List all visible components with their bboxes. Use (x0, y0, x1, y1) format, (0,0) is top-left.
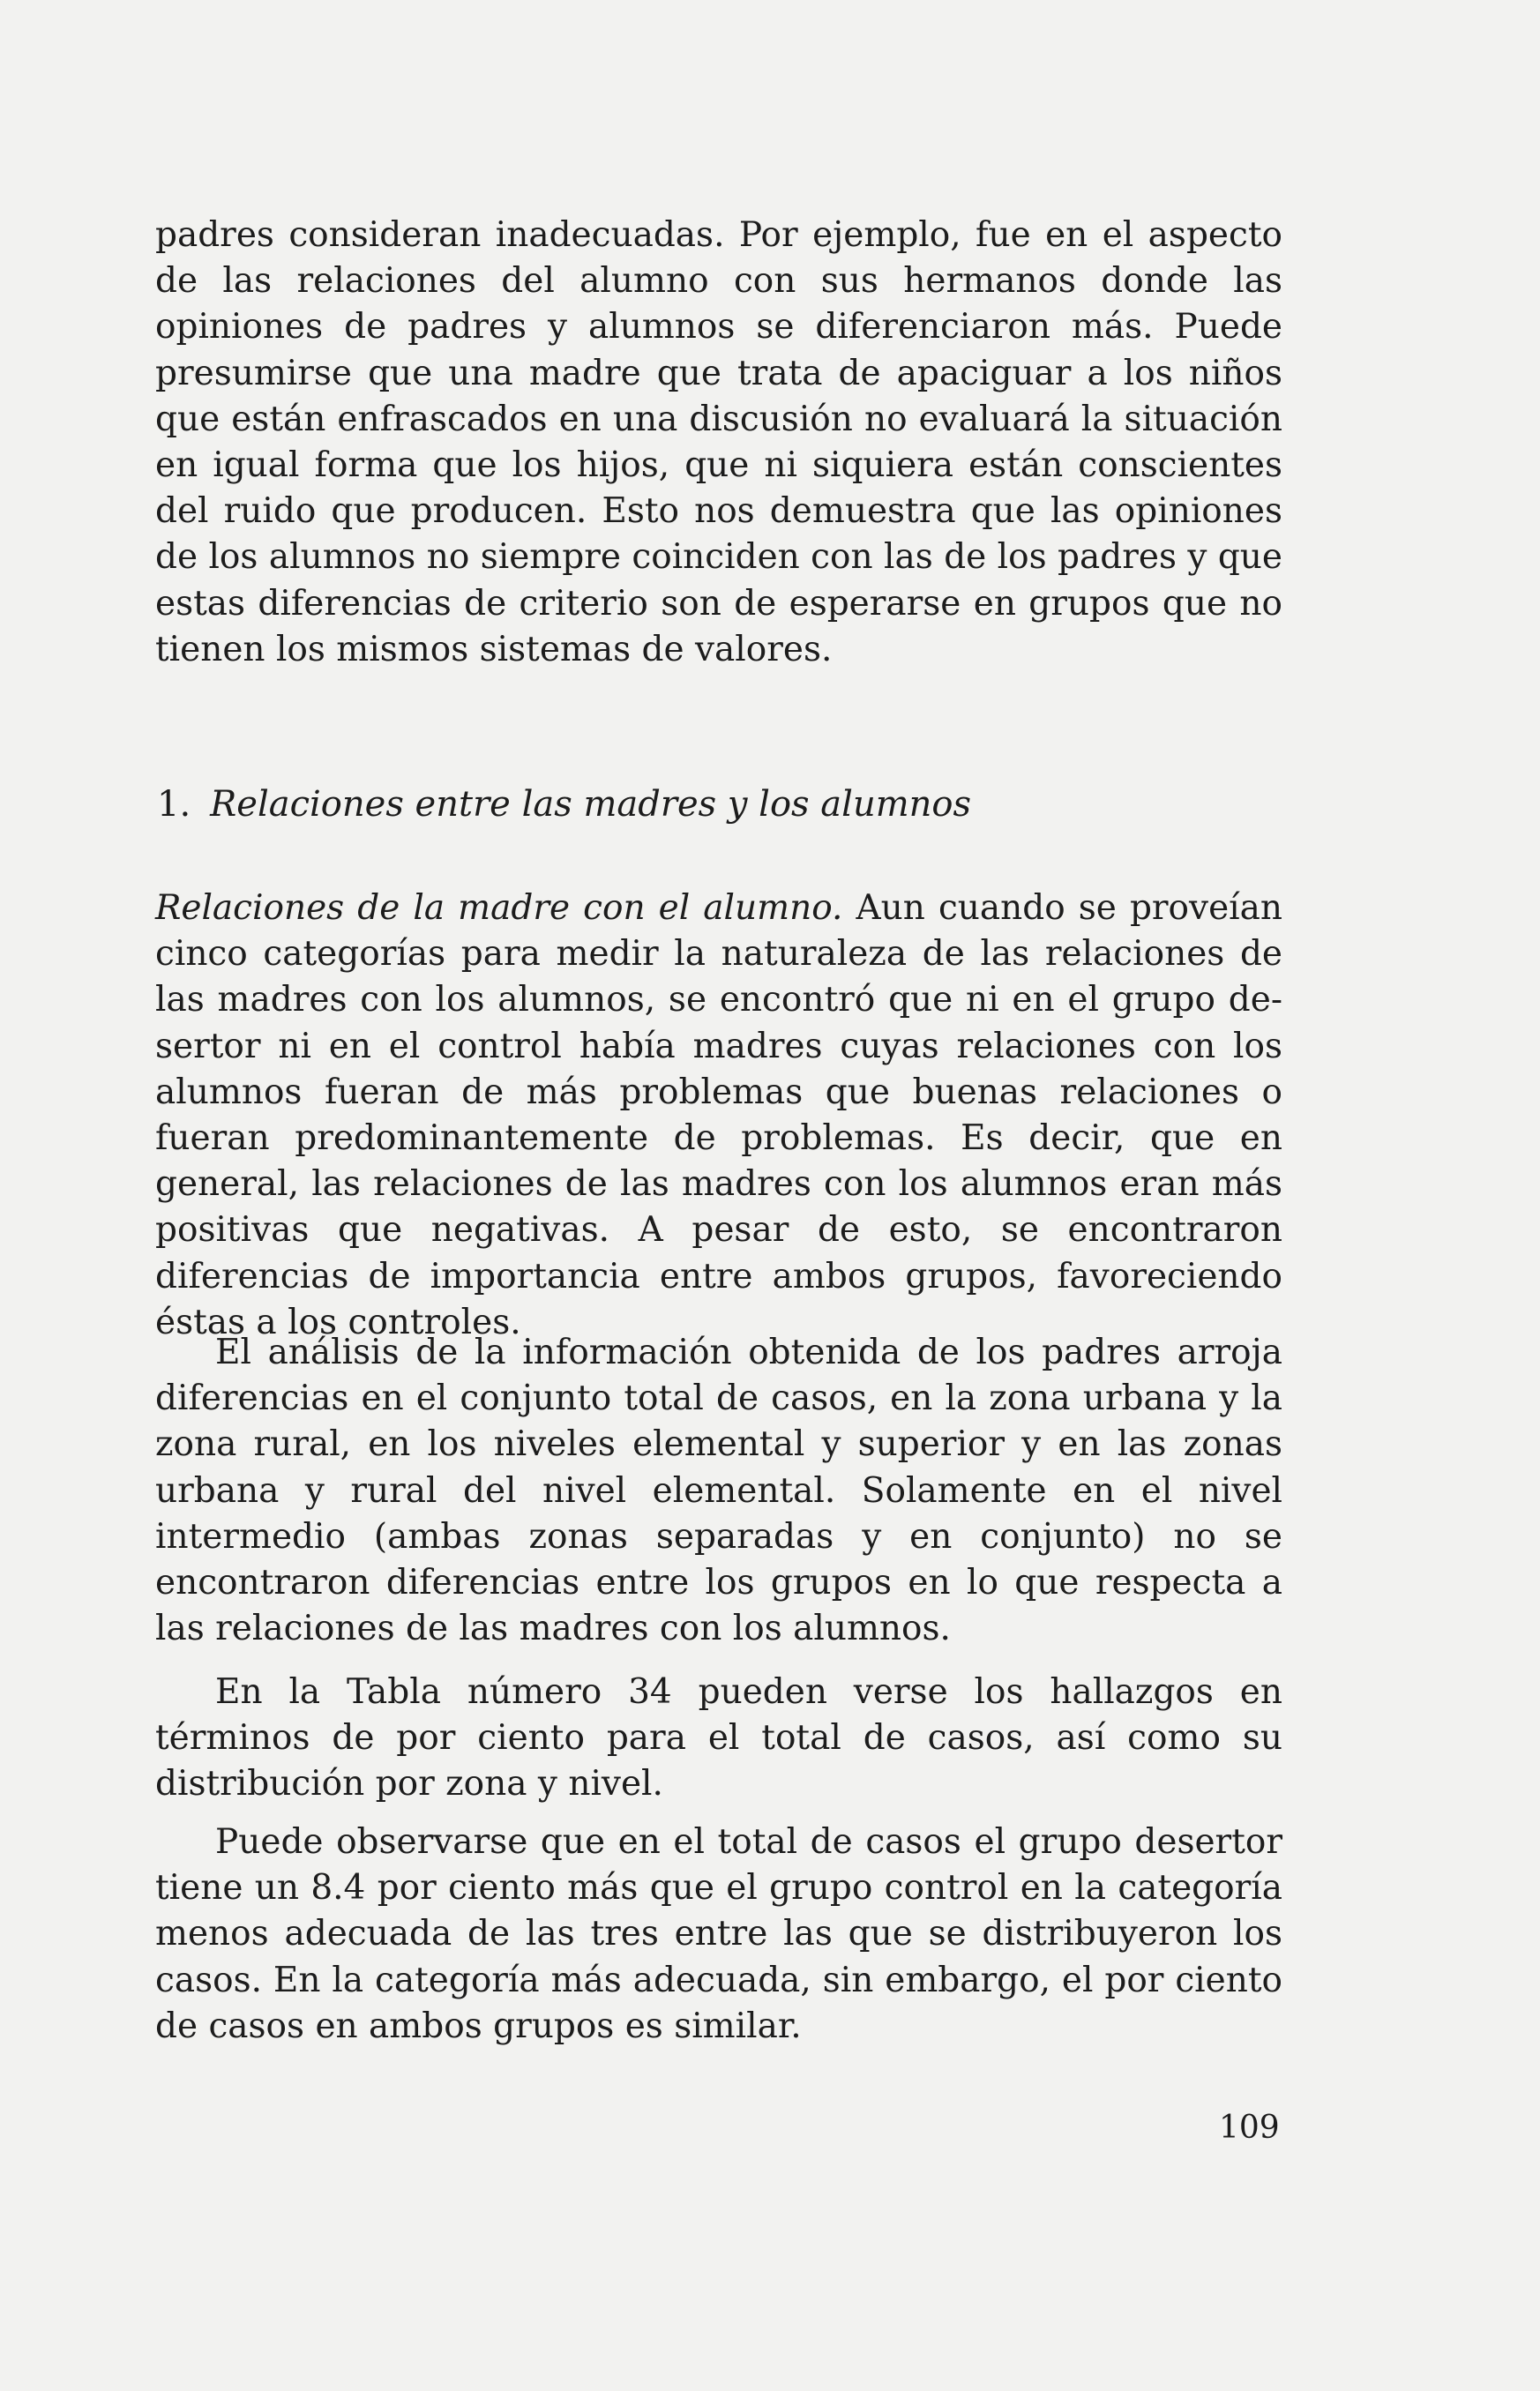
paragraph-3-text: El análisis de la información obtenida de los padres arroja diferencias en el conjunto total de casos, en la zona urbana y la zona rural, en los niveles elemental y superior y en las zonas urbana y rural del nivel elemental. Solamente en el nivel intermedio (ambas zonas separadas y en conjunto) no se encontraron diferencias entre los grupos en lo que respecta a las relaciones de las madres con los alumnos. (155, 1333, 1282, 1649)
paragraph-5-text: Puede observarse que en el total de casos el grupo desertor tiene un 8.4 por ciento más que el grupo control en la categoría menos adecuada de las tres entre las que se distribuyeron los casos. En la categoría más adecuada, sin embargo, el por ciento de casos en ambos grupos es similar. (155, 1822, 1282, 2046)
paragraph-4 (155, 1670, 1282, 1808)
paragraph-3 (155, 1330, 1282, 1652)
section-heading-number: 1. (157, 784, 191, 825)
paragraph-2-text (155, 885, 1282, 1346)
section-heading-title: Relaciones entre las madres y los alumnos (210, 784, 972, 825)
paragraph-2 (155, 885, 1282, 1346)
paragraph-2-body: Aun cuando se proveían cinco categorías para medir la naturaleza de las relaciones de las madres con los alumnos, se encontró que ni en el grupo desertor ni en el control había madres cuyas relaciones con los alumnos fueran de más problemas que buenas relaciones o fueran predominantemente de problemas. Es decir, que en general, las relaciones de las madres con los alumnos eran más positivas que negativas. A pesar de esto, se encontraron diferencias de importancia entre ambos grupos, favoreciendo éstas a los controles. (155, 888, 1282, 1342)
paragraph-1 (155, 213, 1282, 673)
paragraph-1-text: padres consideran inadecuadas. Por ejemplo, fue en el aspecto de las relaciones del alumno con sus hermanos donde las opiniones de padres y alumnos se diferenciaron más. Puede presumirse que una madre que trata de apaciguar a los niños que están enfrascados en una discusión no evaluará la situación en igual forma que los hijos, que ni siquiera están conscientes del ruido que producen. Esto nos demuestra que las opiniones de los alumnos no siempre coinciden con las de los padres y que estas diferencias de criterio son de esperarse en grupos que no tienen los mismos sistemas de valores. (155, 215, 1282, 669)
paragraph-2-lead: Relaciones de la madre con el alumno. (155, 888, 843, 928)
section-heading (157, 781, 971, 827)
paragraph-4-text: En la Tabla número 34 pueden verse los hallazgos en términos de por ciento para el total de casos, así como su distribución por zona y nivel. (155, 1672, 1282, 1804)
page-number: 109 (1219, 2110, 1280, 2146)
paragraph-5 (155, 1819, 1282, 2050)
